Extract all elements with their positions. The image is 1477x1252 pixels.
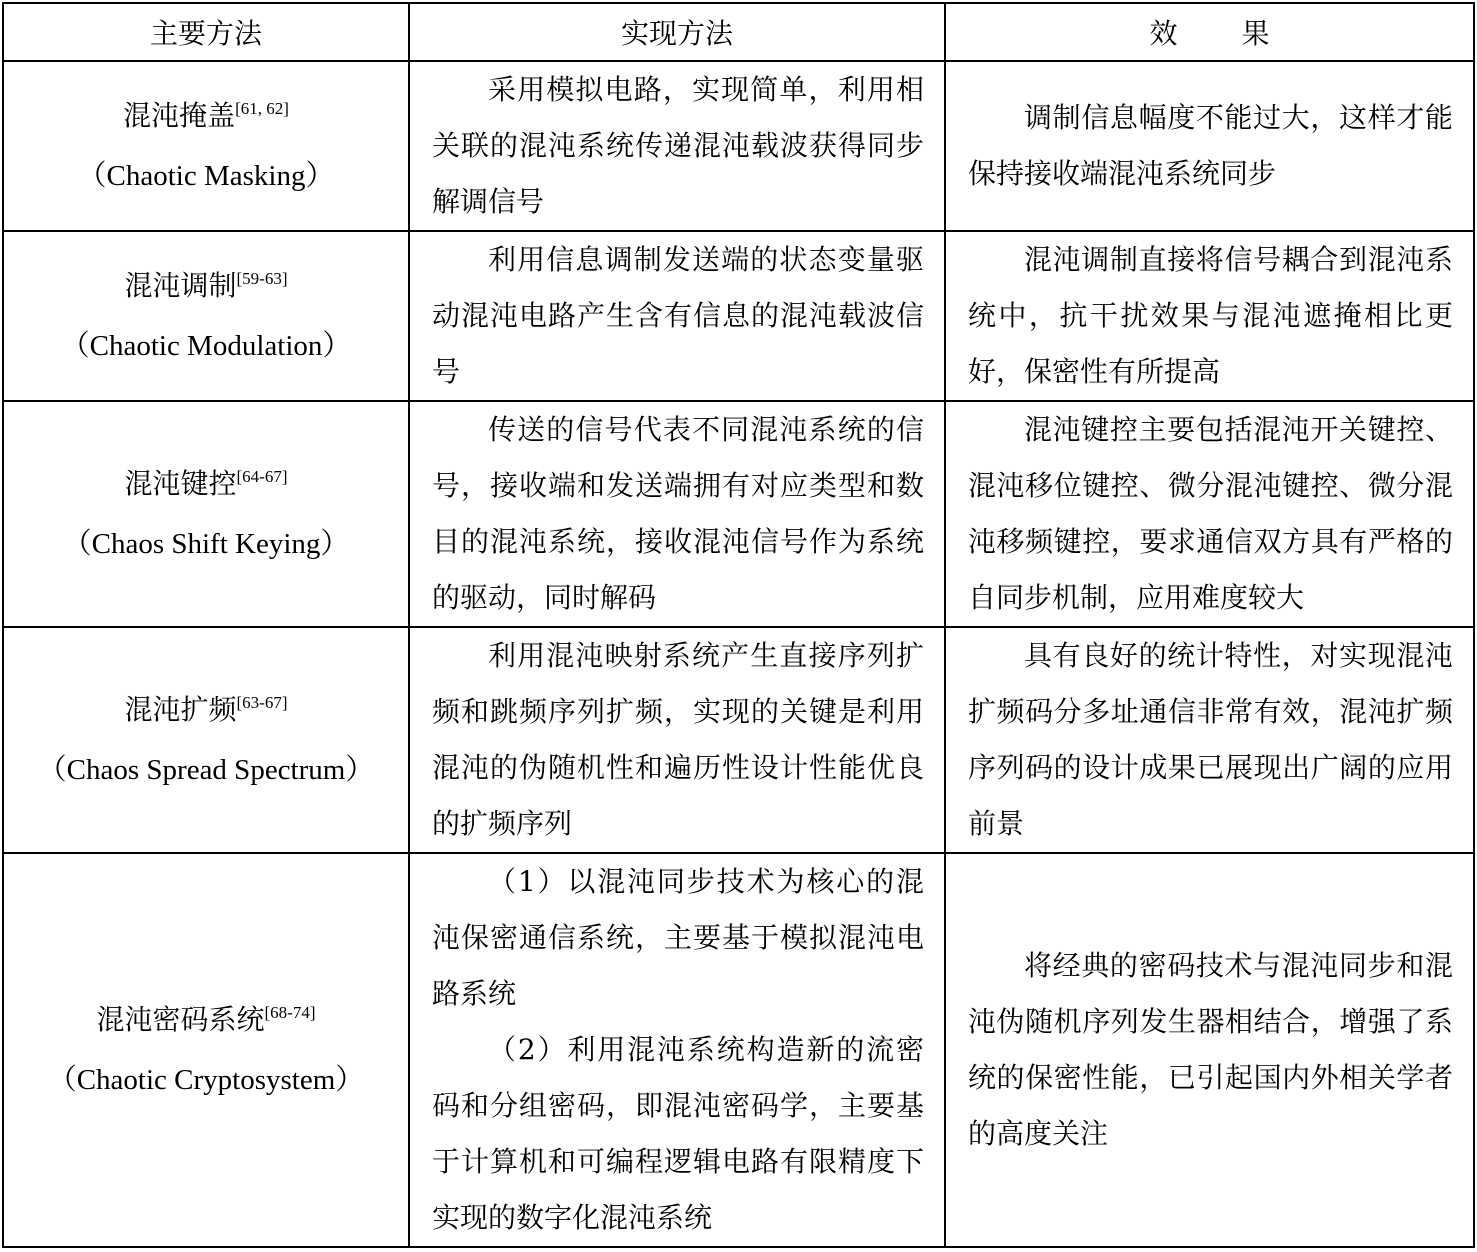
method-name (4, 455, 408, 516)
implementation-cell (409, 853, 945, 1247)
table-row (3, 853, 1474, 1247)
method-cell (3, 401, 409, 627)
method-cell (3, 627, 409, 853)
method-name-cn: 混沌调制 (124, 269, 237, 302)
method-name-en: （Chaos Shift Keying） (62, 528, 350, 560)
header-effect-label: 效果 (1149, 17, 1334, 50)
method-name-en: （Chaotic Cryptosystem） (47, 1064, 365, 1096)
method-reference: [59-63] (236, 269, 288, 288)
methods-table (2, 2, 1475, 1248)
method-name (4, 681, 408, 742)
method-name-cn: 混沌扩频 (124, 693, 237, 726)
implementation-text: （2）利用混沌系统构造新的流密码和分组密码，即混沌密码学，主要基于计算机和可编程逻辑电路有限精度下实现的数字化混沌系统 (432, 1033, 924, 1234)
method-name-en: （Chaotic Masking） (77, 160, 335, 192)
method-cell (3, 853, 409, 1247)
implementation-cell (409, 61, 945, 231)
implementation-text: 利用混沌映射系统产生直接序列扩频和跳频序列扩频，实现的关键是利用混沌的伪随机性和遍历性设计性能优良的扩频序列 (432, 639, 924, 840)
effect-cell (945, 401, 1474, 627)
method-reference: [61, 62] (235, 99, 289, 118)
implementation-text: 采用模拟电路，实现简单，利用相关联的混沌系统传递混沌载波获得同步解调信号 (432, 73, 924, 218)
method-reference: [64-67] (236, 467, 288, 486)
method-name-cn: 混沌键控 (124, 467, 237, 500)
method-reference: [68-74] (264, 1003, 316, 1022)
implementation-cell (409, 401, 945, 627)
table-row (3, 401, 1474, 627)
method-name-cn: 混沌掩盖 (123, 99, 236, 132)
header-implementation: 实现方法 (409, 3, 945, 61)
effect-text: 具有良好的统计特性，对实现混沌扩频码分多址通信非常有效，混沌扩频序列码的设计成果已展现出广阔的应用前景 (968, 639, 1453, 840)
method-name-en: （Chaotic Modulation） (60, 330, 352, 362)
table-row (3, 627, 1474, 853)
table-row (3, 231, 1474, 401)
effect-text: 混沌调制直接将信号耦合到混沌系统中，抗干扰效果与混沌遮掩相比更好，保密性有所提高 (968, 243, 1453, 388)
implementation-text: （1）以混沌同步技术为核心的混沌保密通信系统，主要基于模拟混沌电路系统 (432, 865, 924, 1010)
effect-text: 将经典的密码技术与混沌同步和混沌伪随机序列发生器相结合，增强了系统的保密性能，已引起国内外相关学者的高度关注 (968, 949, 1453, 1150)
table-header-row (3, 3, 1474, 61)
implementation-text: 传送的信号代表不同混沌系统的信号，接收端和发送端拥有对应类型和数目的混沌系统，接收混沌信号作为系统的驱动，同时解码 (432, 413, 924, 614)
effect-text: 混沌键控主要包括混沌开关键控、混沌移位键控、微分混沌键控、微分混沌移频键控，要求通信双方具有严格的自同步机制，应用难度较大 (968, 413, 1453, 614)
method-name (4, 991, 408, 1052)
effect-cell (945, 627, 1474, 853)
method-cell (3, 61, 409, 231)
effect-cell (945, 61, 1474, 231)
method-name (4, 87, 408, 148)
effect-text: 调制信息幅度不能过大，这样才能保持接收端混沌系统同步 (968, 101, 1453, 190)
header-main-method: 主要方法 (3, 3, 409, 61)
implementation-text: 利用信息调制发送端的状态变量驱动混沌电路产生含有信息的混沌载波信号 (432, 243, 924, 388)
implementation-cell (409, 231, 945, 401)
implementation-cell (409, 627, 945, 853)
method-name (4, 257, 408, 318)
method-name-en: （Chaos Spread Spectrum） (37, 754, 375, 786)
header-effect (945, 3, 1474, 61)
table-row (3, 61, 1474, 231)
effect-cell (945, 231, 1474, 401)
method-reference: [63-67] (236, 693, 288, 712)
method-cell (3, 231, 409, 401)
effect-cell (945, 853, 1474, 1247)
method-name-cn: 混沌密码系统 (96, 1003, 265, 1036)
